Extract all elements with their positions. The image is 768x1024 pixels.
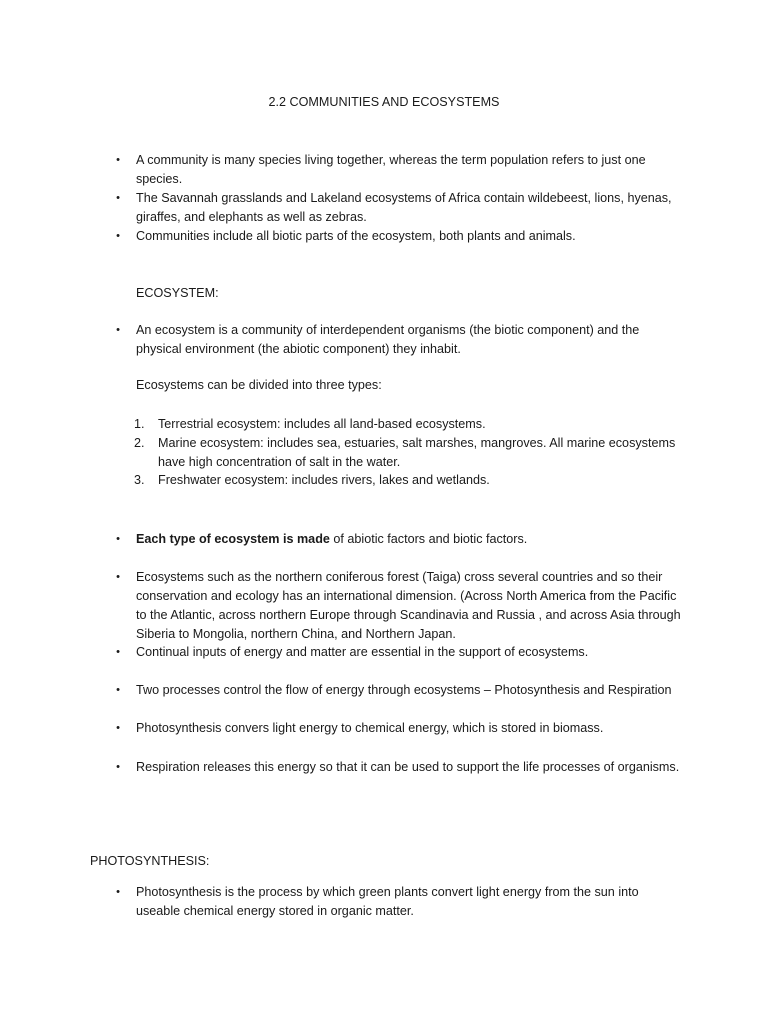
list-number: 3. xyxy=(134,473,145,487)
list-item-savannah: The Savannah grasslands and Lakeland ecosystems of Africa contain wildebeest, lions, hyenas, giraffes, and elephants as well as zebras. xyxy=(136,191,672,224)
section-heading-ecosystem: ECOSYSTEM: xyxy=(136,286,219,300)
bullet-icon: • xyxy=(116,230,120,242)
bullet-icon: • xyxy=(116,684,120,696)
list-item-respiration: Respiration releases this energy so that it can be used to support the life processes of organisms. xyxy=(136,760,680,774)
page-title: 2.2 COMMUNITIES AND ECOSYSTEMS xyxy=(268,95,500,109)
list-item-taiga: Ecosystems such as the northern coniferous forest (Taiga) cross several countries and so their conservation and ecology has an international dimension. (Across North America from the Pacific to the Atlantic, across northern Europe through Scandinavia and Russia , and across Asia through Siberia to Mongolia, northern China, and Northern Japan. xyxy=(136,570,681,641)
factors-bold-text: Each type of ecosystem is made xyxy=(136,532,330,546)
bullet-icon: • xyxy=(116,886,120,898)
list-item-two-processes: Two processes control the flow of energy through ecosystems – Photosynthesis and Respiration xyxy=(136,683,672,697)
list-number: 1. xyxy=(134,417,145,431)
ecosystem-type-freshwater: Freshwater ecosystem: includes rivers, lakes and wetlands. xyxy=(158,473,490,487)
factors-rest-text: of abiotic factors and biotic factors. xyxy=(329,532,528,546)
list-item-factors xyxy=(136,530,681,549)
list-item-community-definition: A community is many species living together, whereas the term population refers to just one species. xyxy=(136,153,646,186)
bullet-icon: • xyxy=(116,722,120,734)
types-intro: Ecosystems can be divided into three types: xyxy=(136,378,382,392)
list-item-communities-biotic: Communities include all biotic parts of the ecosystem, both plants and animals. xyxy=(136,229,576,243)
bullet-icon: • xyxy=(116,154,120,166)
bullet-icon: • xyxy=(116,533,120,545)
list-number: 2. xyxy=(134,436,145,450)
ecosystem-type-terrestrial: Terrestrial ecosystem: includes all land-based ecosystems. xyxy=(158,417,486,431)
bullet-icon: • xyxy=(116,571,120,583)
ecosystem-type-marine: Marine ecosystem: includes sea, estuaries, salt marshes, mangroves. All marine ecosystems have high concentration of salt in the water. xyxy=(158,436,676,469)
section-heading-photosynthesis: PHOTOSYNTHESIS: xyxy=(90,854,210,868)
list-item-inputs: Continual inputs of energy and matter are essential in the support of ecosystems. xyxy=(136,645,589,659)
list-item-photosynthesis-definition: Photosynthesis is the process by which green plants convert light energy from the sun into useable chemical energy stored in organic matter. xyxy=(136,885,639,918)
bullet-icon: • xyxy=(116,324,120,336)
list-item-ecosystem-definition: An ecosystem is a community of interdependent organisms (the biotic component) and the physical environment (the abiotic component) they inhabit. xyxy=(136,323,640,356)
bullet-icon: • xyxy=(116,192,120,204)
list-item-photosynthesis-converts: Photosynthesis convers light energy to chemical energy, which is stored in biomass. xyxy=(136,721,604,735)
bullet-icon: • xyxy=(116,761,120,773)
bullet-icon: • xyxy=(116,646,120,658)
